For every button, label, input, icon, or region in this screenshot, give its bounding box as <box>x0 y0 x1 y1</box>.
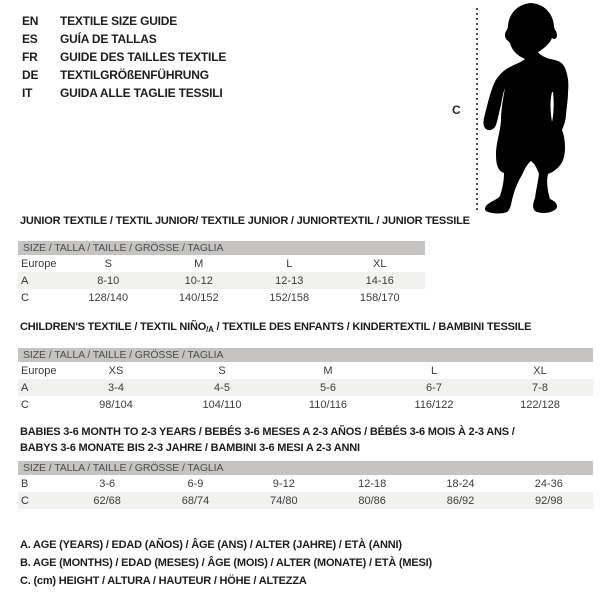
cell: 9-12 <box>272 477 295 490</box>
lang-code: FR <box>22 50 38 64</box>
babies-size-table <box>18 461 593 509</box>
row-label: A <box>18 379 63 396</box>
cell: 158/170 <box>359 291 400 304</box>
children-size-table <box>18 348 593 413</box>
cell: 7-8 <box>487 379 593 396</box>
note-age-months: B. AGE (MONTHS) / EDAD (MESES) / ÂGE (MOIS) / ALTER (MONATE) / ETÀ (MESI) <box>20 557 432 569</box>
junior-section-title: JUNIOR TEXTILE / TEXTIL JUNIOR/ TEXTILE JUNIOR / JUNIORTEXTIL / JUNIOR TESSILE <box>20 215 470 227</box>
cell: 86/92 <box>416 492 504 509</box>
lang-title: GUIDE DES TAILLES TEXTILE <box>60 50 227 64</box>
cell: 152/158 <box>269 291 310 304</box>
cell: 140/152 <box>178 291 219 304</box>
cell: 110/116 <box>308 398 348 411</box>
junior-table <box>18 255 425 306</box>
cell: 80/86 <box>328 492 416 509</box>
row-label: C <box>21 291 29 304</box>
col-header: XL <box>533 364 547 377</box>
cell: 12-13 <box>244 272 335 289</box>
babies-section-title <box>20 424 515 456</box>
col-header: S <box>218 364 226 377</box>
title-subscript: /A <box>206 325 214 334</box>
lang-row-de <box>22 66 226 84</box>
lang-row-fr <box>22 48 226 66</box>
lang-code: DE <box>22 68 39 82</box>
title-line-2: BABYS 3-6 MONATE BIS 2-3 JAHRE / BAMBINI 3-6 MESI A 2-3 ANNI <box>20 442 360 454</box>
cell: 24-36 <box>534 477 563 490</box>
children-section-title <box>20 321 531 334</box>
babies-table <box>18 475 593 509</box>
table-row <box>18 396 593 413</box>
cell: 98/104 <box>99 398 133 411</box>
title-part: / TEXTILE DES ENFANTS / KINDERTEXTIL / BAMBINI TESSILE <box>213 321 532 333</box>
size-header-bar: SIZE / TALLA / TAILLE / GRÖSSE / TAGLIA <box>18 348 593 362</box>
lang-code: IT <box>22 86 33 100</box>
baby-silhouette-image <box>482 2 572 215</box>
cell: 68/74 <box>151 492 239 509</box>
cell: 4-5 <box>169 379 275 396</box>
lang-title: TEXTILE SIZE GUIDE <box>60 14 178 28</box>
table-header-row <box>18 362 593 379</box>
cell: 74/80 <box>240 492 328 509</box>
col-header: Europe <box>21 257 57 270</box>
cell: 5-6 <box>275 379 381 396</box>
table-row <box>18 475 593 492</box>
cell: 14-16 <box>335 272 426 289</box>
cell: 3-4 <box>63 379 169 396</box>
row-label: A <box>18 272 63 289</box>
size-header-bar: SIZE / TALLA / TAILLE / GRÖSSE / TAGLIA <box>18 461 593 475</box>
row-label: B <box>21 477 29 490</box>
lang-code: ES <box>22 32 38 46</box>
cell: 122/128 <box>520 398 560 411</box>
height-c-label: C <box>452 103 461 117</box>
cell: 8-10 <box>63 272 154 289</box>
col-header: M <box>194 257 204 270</box>
cell: 12-18 <box>358 477 387 490</box>
cell: 116/122 <box>414 398 454 411</box>
col-header: XL <box>373 257 387 270</box>
children-table <box>18 362 593 413</box>
lang-row-es <box>22 30 226 48</box>
legend-notes <box>20 536 432 590</box>
height-dotted-line <box>476 8 478 210</box>
title-part: CHILDREN'S TEXTILE / TEXTIL NIÑO <box>20 321 207 333</box>
cell: 104/110 <box>202 398 242 411</box>
lang-title: GUIDA ALLE TAGLIE TESSILI <box>60 86 223 100</box>
table-row <box>18 272 425 289</box>
note-height-cm: C. (cm) HEIGHT / ALTURA / HAUTEUR / HÖHE / ALTEZZA <box>20 575 307 587</box>
cell: 10-12 <box>154 272 245 289</box>
size-header-bar: SIZE / TALLA / TAILLE / GRÖSSE / TAGLIA <box>18 241 425 255</box>
title-line-1: BABIES 3-6 MONTH TO 2-3 YEARS / BEBÉS 3-6 MESES A 2-3 AÑOS / BÉBÉS 3-6 MOIS À 2-3 ANS / <box>20 426 515 438</box>
row-label: C <box>18 492 63 509</box>
row-label: C <box>21 398 29 411</box>
cell: 3-6 <box>99 477 116 490</box>
lang-title: TEXTILGRÖßENFÜHRUNG <box>60 68 209 82</box>
lang-title: GUÍA DE TALLAS <box>60 32 157 46</box>
col-header: L <box>430 364 438 377</box>
col-header: L <box>286 257 293 270</box>
junior-size-table <box>18 241 425 306</box>
cell: 92/98 <box>505 492 593 509</box>
cell: 6-9 <box>187 477 204 490</box>
cell: 6-7 <box>381 379 487 396</box>
col-header: XS <box>108 364 124 377</box>
lang-row-en <box>22 12 226 30</box>
table-row <box>18 289 425 306</box>
language-title-list <box>22 12 226 102</box>
lang-row-it <box>22 84 226 102</box>
col-header: M <box>323 364 333 377</box>
col-header: Europe <box>21 364 57 377</box>
cell: 128/140 <box>88 291 129 304</box>
col-header: S <box>104 257 112 270</box>
table-row <box>18 492 593 509</box>
lang-code: EN <box>22 14 39 28</box>
note-age-years: A. AGE (YEARS) / EDAD (AÑOS) / ÂGE (ANS) / ALTER (JAHRE) / ETÀ (ANNI) <box>20 539 402 551</box>
table-row <box>18 379 593 396</box>
cell: 18-24 <box>446 477 475 490</box>
table-header-row <box>18 255 425 272</box>
cell: 62/68 <box>63 492 151 509</box>
